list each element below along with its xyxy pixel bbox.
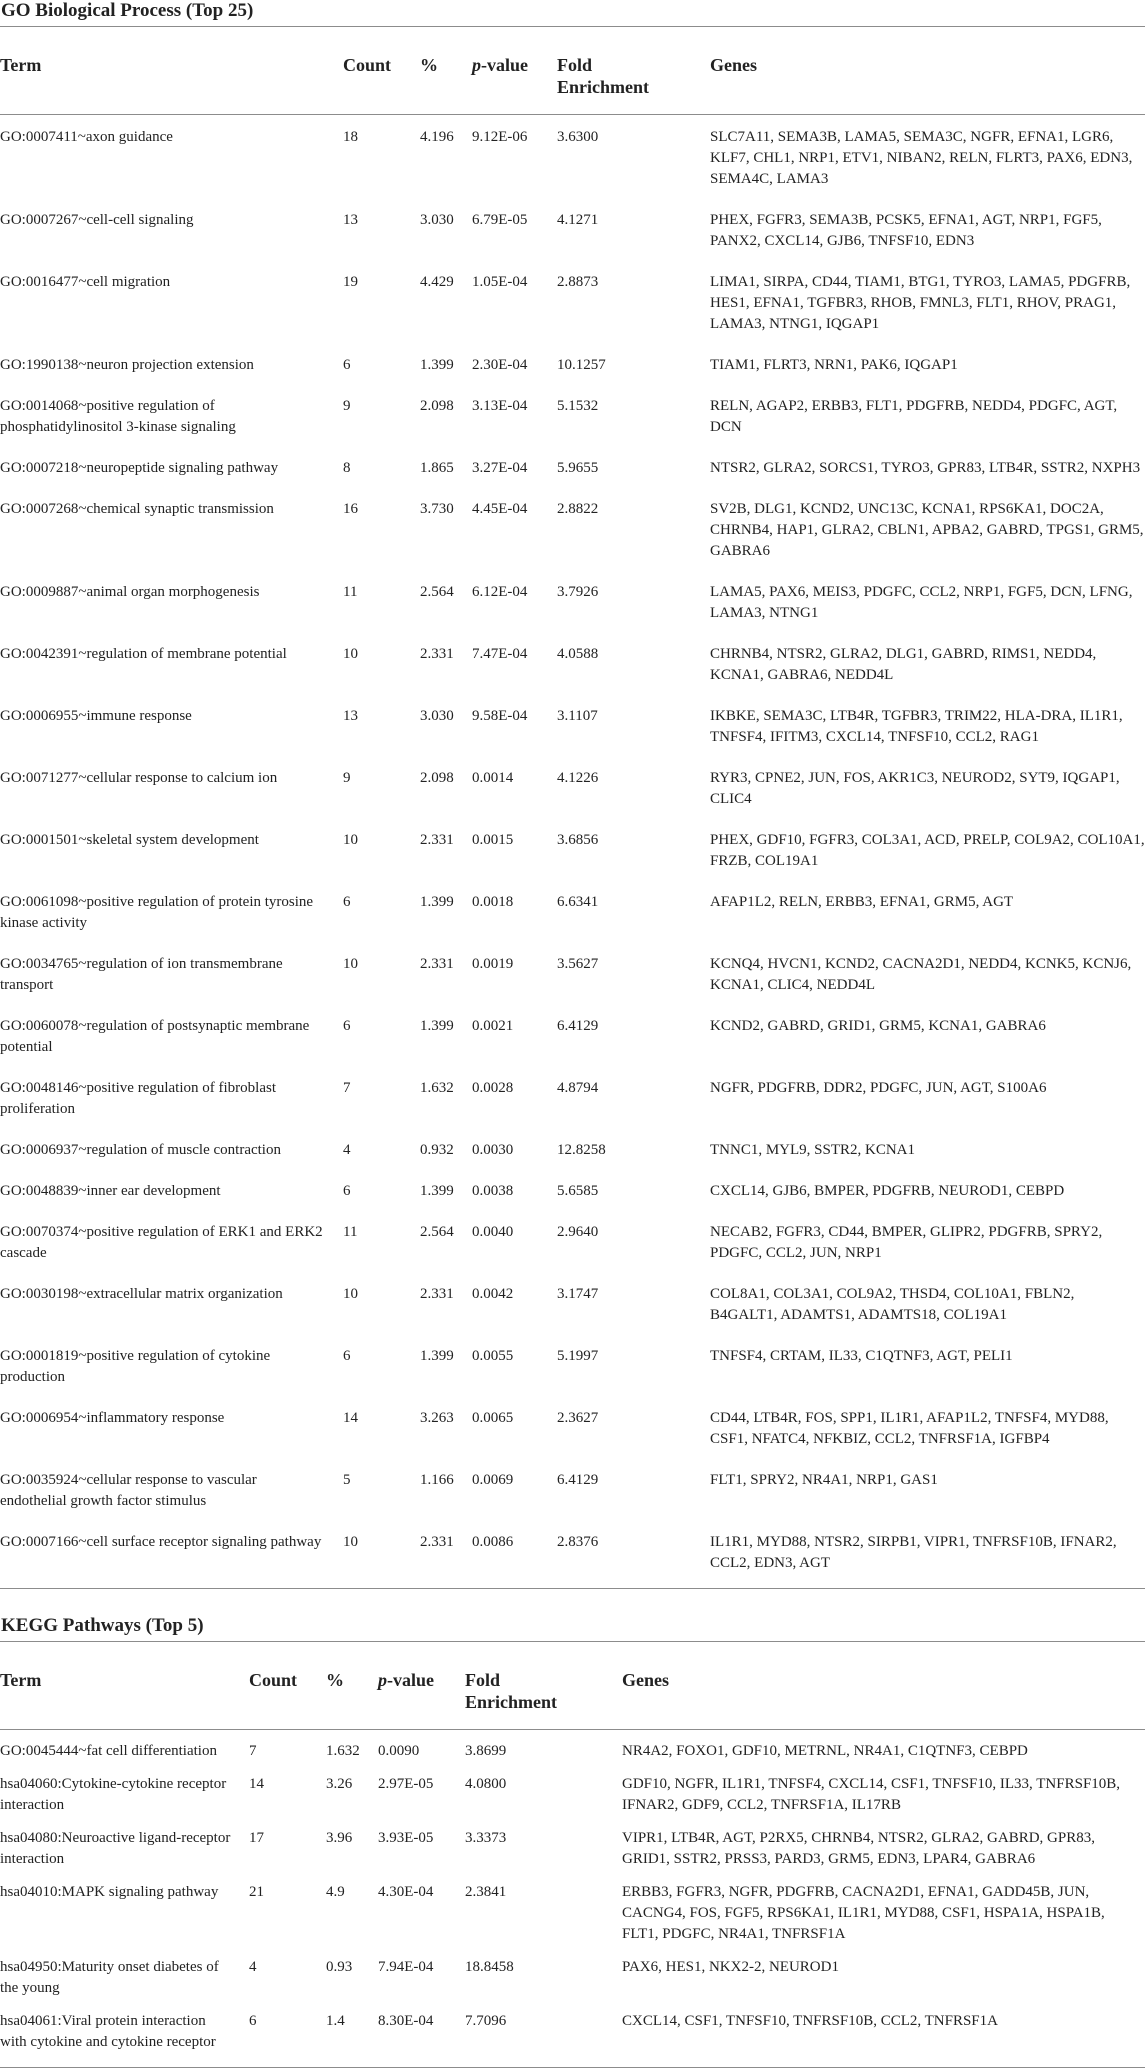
count-cell: 4 [249,1959,257,1975]
fold-enrichment-cell: 4.0588 [557,646,599,662]
term-cell: GO:0034765~regulation of ion transmembrane transport [0,956,283,993]
term-cell: GO:0006954~inflammatory response [0,1410,225,1426]
genes-cell: TIAM1, FLRT3, NRN1, PAK6, IQGAP1 [710,357,958,373]
term-cell: GO:0009887~animal organ morphogenesis [0,584,260,600]
fold-enrichment-cell: 3.8699 [465,1743,507,1759]
term-cell: GO:0030198~extracellular matrix organization [0,1286,283,1302]
kegg-pathway-table [0,1641,1145,2068]
fold-enrichment-cell: 5.1532 [557,398,599,414]
percent-cell: 4.9 [326,1884,345,1900]
count-cell: 10 [343,1286,358,1302]
pvalue-cell: 2.30E-04 [472,357,528,373]
genes-cell: PAX6, HES1, NKX2-2, NEUROD1 [622,1959,839,1975]
fold-enrichment-cell: 4.8794 [557,1080,599,1096]
table-row [0,1181,1145,1222]
term-cell: GO:0006937~regulation of muscle contraction [0,1142,281,1158]
term-cell: GO:1990138~neuron projection extension [0,357,254,373]
table-row [0,1140,1145,1181]
count-cell: 11 [343,584,358,600]
table-row [0,1532,1145,1589]
percent-cell: 2.331 [420,1286,454,1302]
count-cell: 6 [343,1183,351,1199]
header-term: Term [0,27,343,115]
genes-cell: LIMA1, SIRPA, CD44, TIAM1, BTG1, TYRO3, LAMA5, PDGFRB, HES1, EFNA1, TGFBR3, RHOB, FMNL3, FLT1, RHOV, PRAG1, LAMA3, NTNG1, IQGAP1 [710,274,1131,332]
fold-enrichment-cell: 6.4129 [557,1018,599,1034]
pvalue-cell: 3.27E-04 [472,460,528,476]
percent-cell: 1.399 [420,1018,454,1034]
genes-cell: LAMA5, PAX6, MEIS3, PDGFC, CCL2, NRP1, FGF5, DCN, LFNG, LAMA3, NTNG1 [710,584,1133,621]
percent-cell: 1.399 [420,1183,454,1199]
count-cell: 13 [343,212,358,228]
percent-cell: 4.429 [420,274,454,290]
fold-enrichment-cell: 5.6585 [557,1183,599,1199]
header-fold-line1: Fold [557,55,593,75]
pvalue-cell: 0.0069 [472,1472,514,1488]
pvalue-cell: 0.0018 [472,894,514,910]
term-cell: hsa04061:Viral protein interaction with cytokine and cytokine receptor [0,2011,249,2068]
genes-cell: NECAB2, FGFR3, CD44, BMPER, GLIPR2, PDGFRB, SPRY2, PDGFC, CCL2, JUN, NRP1 [710,1224,1103,1261]
term-cell: hsa04080:Neuroactive ligand-receptor interaction [0,1830,231,1867]
percent-cell: 1.632 [420,1080,454,1096]
percent-cell: 3.263 [420,1410,454,1426]
genes-cell: FLT1, SPRY2, NR4A1, NRP1, GAS1 [710,1472,938,1488]
fold-enrichment-cell: 10.1257 [557,357,606,373]
table-row [0,1774,1145,1828]
fold-enrichment-cell: 2.8822 [557,501,599,517]
term-cell: GO:0016477~cell migration [0,274,171,290]
table-row [0,272,1145,355]
count-cell: 9 [343,398,351,414]
genes-cell: CXCL14, GJB6, BMPER, PDGFRB, NEUROD1, CEBPD [710,1183,1065,1199]
pvalue-cell: 3.13E-04 [472,398,528,414]
count-cell: 19 [343,274,358,290]
pvalue-cell: 6.79E-05 [472,212,528,228]
genes-cell: TNNC1, MYL9, SSTR2, KCNA1 [710,1142,916,1158]
count-cell: 18 [343,129,358,145]
count-cell: 6 [343,1018,351,1034]
count-cell: 14 [343,1410,358,1426]
header-pvalue [472,27,557,115]
table-row [0,499,1145,582]
count-cell: 7 [343,1080,351,1096]
fold-enrichment-cell: 4.1271 [557,212,599,228]
table-row [0,954,1145,1016]
pvalue-cell: 0.0065 [472,1410,514,1426]
fold-enrichment-cell: 3.1107 [557,708,598,724]
term-cell: GO:0045444~fat cell differentiation [0,1743,217,1759]
percent-cell: 2.331 [420,646,454,662]
genes-cell: NTSR2, GLRA2, SORCS1, TYRO3, GPR83, LTB4R, SSTR2, NXPH3 [710,460,1141,476]
pvalue-cell: 0.0015 [472,832,514,848]
header-genes: Genes [622,1642,1145,1730]
count-cell: 5 [343,1472,351,1488]
term-cell: GO:0070374~positive regulation of ERK1 and ERK2 cascade [0,1224,323,1261]
fold-enrichment-cell: 6.6341 [557,894,599,910]
header-fold-line2: Enrichment [557,77,649,97]
percent-cell: 1.632 [326,1743,360,1759]
pvalue-cell: 0.0030 [472,1142,514,1158]
term-cell: GO:0007267~cell-cell signaling [0,212,194,228]
count-cell: 6 [343,894,351,910]
table-row [0,115,1145,211]
genes-cell: IKBKE, SEMA3C, LTB4R, TGFBR3, TRIM22, HLA-DRA, IL1R1, TNFSF4, IFITM3, CXCL14, TNFSF10, CCL2, RAG1 [710,708,1123,745]
term-cell: GO:0071277~cellular response to calcium ion [0,770,278,786]
percent-cell: 0.93 [326,1959,353,1975]
genes-cell: AFAP1L2, RELN, ERBB3, EFNA1, GRM5, AGT [710,894,1014,910]
kegg-table-header [0,1642,1145,1730]
genes-cell: SLC7A11, SEMA3B, LAMA5, SEMA3C, NGFR, EFNA1, LGR6, KLF7, CHL1, NRP1, ETV1, NIBAN2, RELN, FLRT3, PAX6, EDN3, SEMA4C, LAMA3 [710,129,1133,187]
go-table-body [0,115,1145,1589]
genes-cell: COL8A1, COL3A1, COL9A2, THSD4, COL10A1, FBLN2, B4GALT1, ADAMTS1, ADAMTS18, COL19A1 [710,1286,1075,1323]
pvalue-cell: 0.0086 [472,1532,557,1589]
term-cell: GO:0007268~chemical synaptic transmission [0,501,274,517]
fold-enrichment-cell: 2.8873 [557,274,599,290]
table-row [0,1470,1145,1532]
term-cell: hsa04060:Cytokine-cytokine receptor interaction [0,1776,227,1813]
count-cell: 16 [343,501,358,517]
pvalue-cell: 4.30E-04 [378,1884,434,1900]
table-row [0,1078,1145,1140]
count-cell: 10 [343,1532,420,1589]
pvalue-cell: 6.12E-04 [472,584,528,600]
term-cell: GO:0001819~positive regulation of cytokine production [0,1348,271,1385]
kegg-section-title: KEGG Pathways (Top 5) [1,1615,204,1636]
pvalue-cell: 7.47E-04 [472,646,528,662]
term-cell: GO:0035924~cellular response to vascular endothelial growth factor stimulus [0,1472,257,1509]
term-cell: GO:0048146~positive regulation of fibroblast proliferation [0,1080,276,1117]
pvalue-cell: 0.0038 [472,1183,514,1199]
pvalue-cell: 0.0028 [472,1080,514,1096]
count-cell: 7 [249,1743,257,1759]
percent-cell: 3.96 [326,1830,353,1846]
table-row [0,355,1145,396]
fold-enrichment-cell: 2.3627 [557,1410,599,1426]
table-row [0,1408,1145,1470]
header-pvalue-suffix: -value [481,55,528,75]
fold-enrichment-cell: 3.7926 [557,584,599,600]
fold-enrichment-cell: 2.8376 [557,1532,710,1589]
header-fold-line2: Enrichment [465,1692,557,1712]
pvalue-cell: 1.05E-04 [472,274,528,290]
count-cell: 4 [343,1142,351,1158]
go-section-title: GO Biological Process (Top 25) [1,0,254,21]
fold-enrichment-cell: 4.1226 [557,770,599,786]
percent-cell: 2.098 [420,770,454,786]
percent-cell: 2.331 [420,956,454,972]
table-row [0,1730,1145,1775]
pvalue-cell: 0.0040 [472,1224,514,1240]
percent-cell: 1.399 [420,1348,454,1364]
genes-cell: PHEX, FGFR3, SEMA3B, PCSK5, EFNA1, AGT, NRP1, FGF5, PANX2, CXCL14, GJB6, TNFSF10, EDN3 [710,212,1102,249]
header-fold-enrichment [465,1642,622,1730]
count-cell: 21 [249,1884,264,1900]
term-cell: GO:0061098~positive regulation of protein tyrosine kinase activity [0,894,314,931]
header-percent: % [326,1642,378,1730]
table-row [0,210,1145,272]
term-cell: hsa04010:MAPK signaling pathway [0,1884,219,1900]
table-row [0,768,1145,830]
count-cell: 6 [343,1348,351,1364]
table-row [0,1346,1145,1408]
table-row [0,1882,1145,1957]
genes-cell: VIPR1, LTB4R, AGT, P2RX5, CHRNB4, NTSR2, GLRA2, GABRD, GPR83, GRID1, SSTR2, PRSS3, PARD3, GRM5, EDN3, LPAR4, GABRA6 [622,1830,1095,1867]
count-cell: 6 [343,357,351,373]
count-cell: 10 [343,956,358,972]
pvalue-cell: 3.93E-05 [378,1830,434,1846]
table-row [0,1284,1145,1346]
genes-cell: ERBB3, FGFR3, NGFR, PDGFRB, CACNA2D1, EFNA1, GADD45B, JUN, CACNG4, FOS, FGF5, RPS6KA1, IL1R1, MYD88, CSF1, HSPA1A, HSPA1B, FLT1, PDGFC, NR4A1, TNFRSF1A [622,1884,1105,1942]
count-cell: 11 [343,1224,358,1240]
percent-cell: 1.166 [420,1472,454,1488]
table-row [0,892,1145,954]
table-row [0,458,1145,499]
genes-cell: KCNQ4, HVCN1, KCND2, CACNA2D1, NEDD4, KCNK5, KCNJ6, KCNA1, CLIC4, NEDD4L [710,956,1132,993]
genes-cell: CD44, LTB4R, FOS, SPP1, IL1R1, AFAP1L2, TNFSF4, MYD88, CSF1, NFATC4, NFKBIZ, CCL2, TNFRSF1A, IGFBP4 [710,1410,1109,1447]
percent-cell: 3.030 [420,212,454,228]
term-cell: GO:0001501~skeletal system development [0,832,259,848]
genes-cell: NR4A2, FOXO1, GDF10, METRNL, NR4A1, C1QTNF3, CEBPD [622,1743,1028,1759]
header-pvalue [378,1642,465,1730]
percent-cell: 1.4 [326,2011,378,2068]
percent-cell: 1.399 [420,894,454,910]
table-row [0,1957,1145,2011]
fold-enrichment-cell: 2.9640 [557,1224,599,1240]
pvalue-cell: 9.12E-06 [472,129,528,145]
percent-cell: 2.331 [420,832,454,848]
genes-cell: RELN, AGAP2, ERBB3, FLT1, PDGFRB, NEDD4, PDGFC, AGT, DCN [710,398,1118,435]
term-cell: GO:0042391~regulation of membrane potential [0,646,287,662]
header-count: Count [343,27,420,115]
percent-cell: 0.932 [420,1142,454,1158]
fold-enrichment-cell: 3.6300 [557,129,599,145]
fold-enrichment-cell: 3.6856 [557,832,599,848]
pvalue-cell: 0.0014 [472,770,514,786]
pvalue-cell: 0.0042 [472,1286,514,1302]
pvalue-cell: 0.0021 [472,1018,514,1034]
pvalue-cell: 7.94E-04 [378,1959,434,1975]
fold-enrichment-cell: 4.0800 [465,1776,507,1792]
table-row [0,830,1145,892]
count-cell: 14 [249,1776,264,1792]
percent-cell: 2.564 [420,1224,454,1240]
pvalue-cell: 9.58E-04 [472,708,528,724]
fold-enrichment-cell: 7.7096 [465,2011,622,2068]
header-genes: Genes [710,27,1145,115]
percent-cell: 2.564 [420,584,454,600]
percent-cell: 1.865 [420,460,454,476]
pvalue-cell: 2.97E-05 [378,1776,434,1792]
genes-cell: CXCL14, CSF1, TNFSF10, TNFRSF10B, CCL2, TNFRSF1A [622,2011,1145,2068]
fold-enrichment-cell: 5.1997 [557,1348,599,1364]
genes-cell: NGFR, PDGFRB, DDR2, PDGFC, JUN, AGT, S100A6 [710,1080,1047,1096]
pvalue-cell: 4.45E-04 [472,501,528,517]
header-fold-enrichment [557,27,710,115]
genes-cell: TNFSF4, CRTAM, IL33, C1QTNF3, AGT, PELI1 [710,1348,1013,1364]
count-cell: 10 [343,832,358,848]
section-gap [0,1589,1145,1615]
table-row [0,1016,1145,1078]
header-fold-line1: Fold [465,1670,501,1690]
count-cell: 9 [343,770,351,786]
term-cell: GO:0048839~inner ear development [0,1183,221,1199]
count-cell: 17 [249,1830,264,1846]
table-row [0,644,1145,706]
header-pvalue-italic: p [472,55,481,75]
go-table-header [0,27,1145,115]
go-enrichment-table [0,26,1145,1589]
percent-cell: 1.399 [420,357,454,373]
header-term: Term [0,1642,249,1730]
count-cell: 8 [343,460,351,476]
genes-cell: SV2B, DLG1, KCND2, UNC13C, KCNA1, RPS6KA1, DOC2A, CHRNB4, HAP1, GLRA2, CBLN1, APBA2, GABRD, TPGS1, GRM5, GABRA6 [710,501,1144,559]
genes-cell: RYR3, CPNE2, JUN, FOS, AKR1C3, NEUROD2, SYT9, IQGAP1, CLIC4 [710,770,1120,807]
count-cell: 13 [343,708,358,724]
table-row [0,1222,1145,1284]
percent-cell: 3.030 [420,708,454,724]
fold-enrichment-cell: 3.3373 [465,1830,507,1846]
header-pvalue-italic: p [378,1670,387,1690]
fold-enrichment-cell: 5.9655 [557,460,599,476]
genes-cell: GDF10, NGFR, IL1R1, TNFSF4, CXCL14, CSF1, TNFSF10, IL33, TNFRSF10B, IFNAR2, GDF9, CCL2, TNFRSF1A, IL17RB [622,1776,1121,1813]
genes-cell: PHEX, GDF10, FGFR3, COL3A1, ACD, PRELP, COL9A2, COL10A1, FRZB, COL19A1 [710,832,1145,869]
term-cell: GO:0014068~positive regulation of phosphatidylinositol 3-kinase signaling [0,398,236,435]
fold-enrichment-cell: 3.1747 [557,1286,599,1302]
pvalue-cell: 8.30E-04 [378,2011,465,2068]
fold-enrichment-cell: 12.8258 [557,1142,606,1158]
pvalue-cell: 0.0019 [472,956,514,972]
pvalue-cell: 0.0055 [472,1348,514,1364]
genes-cell: IL1R1, MYD88, NTSR2, SIRPB1, VIPR1, TNFRSF10B, IFNAR2, CCL2, EDN3, AGT [710,1532,1145,1589]
fold-enrichment-cell: 3.5627 [557,956,599,972]
percent-cell: 3.730 [420,501,454,517]
pvalue-cell: 0.0090 [378,1743,420,1759]
count-cell: 6 [249,2011,326,2068]
fold-enrichment-cell: 6.4129 [557,1472,599,1488]
table-row [0,2011,1145,2068]
term-cell: GO:0007411~axon guidance [0,129,173,145]
term-cell: hsa04950:Maturity onset diabetes of the young [0,1959,219,1996]
table-row [0,582,1145,644]
genes-cell: KCND2, GABRD, GRID1, GRM5, KCNA1, GABRA6 [710,1018,1046,1034]
table-row [0,706,1145,768]
header-pvalue-suffix: -value [387,1670,434,1690]
percent-cell: 2.331 [420,1532,472,1589]
count-cell: 10 [343,646,358,662]
percent-cell: 3.26 [326,1776,353,1792]
genes-cell: CHRNB4, NTSR2, GLRA2, DLG1, GABRD, RIMS1, NEDD4, KCNA1, GABRA6, NEDD4L [710,646,1097,683]
kegg-table-body [0,1730,1145,2068]
header-percent: % [420,27,472,115]
fold-enrichment-cell: 18.8458 [465,1959,514,1975]
table-row [0,396,1145,458]
term-cell: GO:0007166~cell surface receptor signaling pathway [0,1532,343,1589]
header-count: Count [249,1642,326,1730]
percent-cell: 4.196 [420,129,454,145]
fold-enrichment-cell: 2.3841 [465,1884,507,1900]
percent-cell: 2.098 [420,398,454,414]
term-cell: GO:0006955~immune response [0,708,192,724]
table-row [0,1828,1145,1882]
term-cell: GO:0007218~neuropeptide signaling pathway [0,460,279,476]
term-cell: GO:0060078~regulation of postsynaptic membrane potential [0,1018,310,1055]
